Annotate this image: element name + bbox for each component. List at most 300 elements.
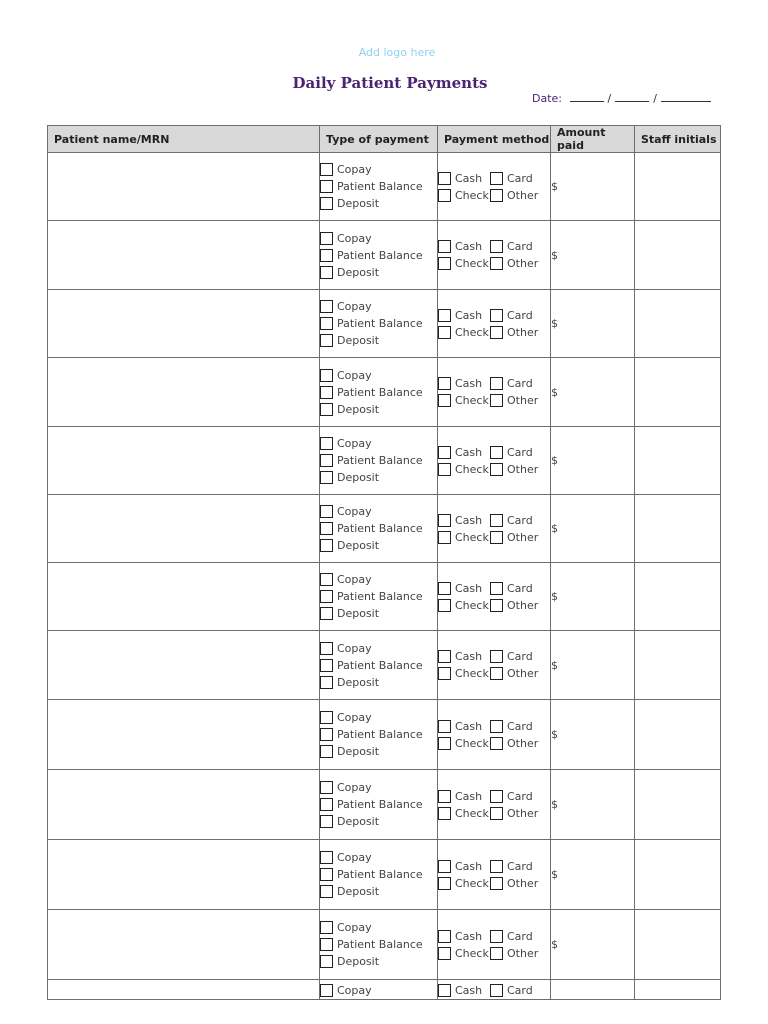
- amount-paid-cell[interactable]: [551, 980, 635, 1000]
- copay-checkbox[interactable]: [320, 851, 333, 864]
- payment-type-option-deposit[interactable]: [320, 674, 437, 691]
- payment-method-option-cash[interactable]: [438, 240, 490, 253]
- payment-method-label: Check: [455, 806, 489, 820]
- patient-balance-checkbox[interactable]: [320, 249, 333, 262]
- payment-method-label: Cash: [455, 308, 483, 322]
- cash-checkbox[interactable]: [438, 377, 451, 390]
- payment-type-option-copay[interactable]: [320, 919, 437, 936]
- other-checkbox[interactable]: [490, 877, 503, 890]
- payment-type-option-deposit[interactable]: [320, 332, 437, 349]
- payment-method-label: Cash: [455, 513, 483, 527]
- table-row: [48, 221, 721, 290]
- payment-type-cell: [320, 631, 438, 700]
- cash-checkbox[interactable]: [438, 172, 451, 185]
- card-checkbox[interactable]: [490, 650, 503, 663]
- payments-table: [47, 125, 721, 1000]
- payment-type-option-patient-balance[interactable]: [320, 936, 437, 953]
- copay-checkbox[interactable]: [320, 300, 333, 313]
- patient-balance-checkbox[interactable]: [320, 659, 333, 672]
- payment-method-option-other[interactable]: [490, 947, 538, 960]
- check-checkbox[interactable]: [438, 326, 451, 339]
- payment-method-option-card[interactable]: [490, 514, 533, 527]
- table-row: [48, 495, 721, 563]
- cash-checkbox[interactable]: [438, 720, 451, 733]
- payment-type-cell: [320, 221, 438, 290]
- payment-method-label: Card: [507, 240, 533, 253]
- other-checkbox[interactable]: [490, 463, 503, 476]
- card-checkbox[interactable]: [490, 860, 503, 873]
- payment-method-label: Card: [507, 171, 533, 185]
- payment-method-label: Card: [507, 650, 533, 663]
- other-checkbox[interactable]: [490, 807, 503, 820]
- check-checkbox[interactable]: [438, 189, 451, 202]
- payment-type-option-patient-balance[interactable]: [320, 796, 437, 813]
- payment-method-label: Other: [507, 325, 539, 339]
- patient-name-cell[interactable]: [48, 631, 320, 700]
- check-checkbox[interactable]: [438, 599, 451, 612]
- patient-name-cell[interactable]: [48, 563, 320, 631]
- deposit-checkbox[interactable]: [320, 676, 333, 689]
- card-checkbox[interactable]: [490, 514, 503, 527]
- payment-method-label: Cash: [455, 789, 483, 803]
- cash-checkbox[interactable]: [438, 984, 451, 997]
- payment-method-option-check[interactable]: [438, 737, 490, 750]
- other-checkbox[interactable]: [490, 394, 503, 407]
- deposit-checkbox[interactable]: [320, 334, 333, 347]
- payment-type-option-copay[interactable]: [320, 230, 437, 247]
- payment-method-option-other[interactable]: [490, 877, 538, 890]
- payment-method-option-cash[interactable]: [438, 720, 490, 733]
- payment-method-option-other[interactable]: [490, 599, 538, 612]
- patient-name-cell[interactable]: [48, 290, 320, 358]
- payment-method-option-card[interactable]: [490, 984, 533, 997]
- payment-type-option-deposit[interactable]: [320, 264, 437, 281]
- column-header-initials: Staff initials: [635, 126, 721, 153]
- copay-checkbox[interactable]: [320, 573, 333, 586]
- table-row: [48, 290, 721, 358]
- payment-method-option-other[interactable]: [490, 531, 538, 544]
- table-row: [48, 563, 721, 631]
- payment-type-label: Patient Balance: [337, 180, 423, 193]
- card-checkbox[interactable]: [490, 582, 503, 595]
- column-header-amount: Amount paid: [551, 126, 635, 153]
- staff-initials-cell[interactable]: [635, 910, 721, 980]
- cash-checkbox[interactable]: [438, 930, 451, 943]
- patient-balance-checkbox[interactable]: [320, 454, 333, 467]
- currency-symbol: $: [551, 868, 558, 881]
- payment-method-cell: [438, 153, 551, 221]
- table-row: [48, 770, 721, 840]
- card-checkbox[interactable]: [490, 240, 503, 253]
- payment-method-option-cash[interactable]: [438, 930, 490, 943]
- payment-method-cell: [438, 980, 551, 1000]
- payment-method-option-check[interactable]: [438, 257, 490, 270]
- check-checkbox[interactable]: [438, 257, 451, 270]
- patient-balance-checkbox[interactable]: [320, 590, 333, 603]
- date-year-blank[interactable]: [661, 92, 711, 102]
- payment-method-option-card[interactable]: [490, 377, 533, 390]
- currency-symbol: $: [551, 317, 558, 330]
- copay-checkbox[interactable]: [320, 781, 333, 794]
- payment-type-option-copay[interactable]: [320, 709, 437, 726]
- payment-type-label: Copay: [337, 163, 372, 176]
- payment-type-label: Patient Balance: [337, 798, 423, 811]
- staff-initials-cell[interactable]: [635, 770, 721, 840]
- payment-method-option-other[interactable]: [490, 189, 538, 202]
- payment-method-option-card[interactable]: [490, 790, 533, 803]
- patient-name-cell[interactable]: [48, 700, 320, 770]
- staff-initials-cell[interactable]: [635, 563, 721, 631]
- cash-checkbox[interactable]: [438, 446, 451, 459]
- payment-method-label: Cash: [455, 240, 483, 253]
- check-checkbox[interactable]: [438, 737, 451, 750]
- payment-type-label: Deposit: [337, 197, 380, 210]
- payment-method-option-cash[interactable]: [438, 172, 490, 185]
- amount-paid-cell[interactable]: [551, 358, 635, 427]
- payment-method-option-card[interactable]: [490, 860, 533, 873]
- table-row: [48, 980, 721, 1000]
- payment-type-option-patient-balance[interactable]: [320, 315, 437, 332]
- payment-method-label: Other: [507, 667, 539, 680]
- cash-checkbox[interactable]: [438, 860, 451, 873]
- payment-method-option-cash[interactable]: [438, 514, 490, 527]
- payment-method-label: Card: [507, 929, 533, 943]
- patient-name-cell[interactable]: [48, 495, 320, 563]
- amount-paid-cell[interactable]: [551, 631, 635, 700]
- payment-method-label: Cash: [455, 719, 483, 733]
- payment-method-label: Card: [507, 984, 533, 997]
- patient-name-cell[interactable]: [48, 221, 320, 290]
- payment-type-option-deposit[interactable]: [320, 195, 437, 212]
- payment-method-option-other[interactable]: [490, 394, 538, 407]
- payment-method-label: Check: [455, 257, 489, 270]
- other-checkbox[interactable]: [490, 599, 503, 612]
- payment-type-label: Copay: [337, 984, 372, 997]
- payment-type-label: Copay: [337, 437, 372, 450]
- deposit-checkbox[interactable]: [320, 745, 333, 758]
- payment-method-option-cash[interactable]: [438, 984, 490, 997]
- payment-method-label: Card: [507, 308, 533, 322]
- amount-paid-cell[interactable]: [551, 290, 635, 358]
- payment-type-label: Copay: [337, 231, 372, 245]
- payment-method-option-card[interactable]: [490, 446, 533, 459]
- cash-checkbox[interactable]: [438, 240, 451, 253]
- staff-initials-cell[interactable]: [635, 495, 721, 563]
- patient-balance-checkbox[interactable]: [320, 522, 333, 535]
- other-checkbox[interactable]: [490, 189, 503, 202]
- staff-initials-cell[interactable]: [635, 427, 721, 495]
- payment-type-option-deposit[interactable]: [320, 469, 437, 486]
- patient-name-cell[interactable]: [48, 358, 320, 427]
- amount-paid-cell[interactable]: [551, 221, 635, 290]
- payment-method-label: Check: [455, 946, 489, 960]
- payment-type-option-copay[interactable]: [320, 849, 437, 866]
- patient-name-cell[interactable]: [48, 840, 320, 910]
- payment-type-option-patient-balance[interactable]: [320, 726, 437, 743]
- payment-type-cell: [320, 840, 438, 910]
- payment-type-cell: [320, 153, 438, 221]
- card-checkbox[interactable]: [490, 377, 503, 390]
- date-month-blank[interactable]: [570, 92, 604, 102]
- payment-method-option-card[interactable]: [490, 309, 533, 322]
- payment-type-option-patient-balance[interactable]: [320, 384, 437, 401]
- deposit-checkbox[interactable]: [320, 815, 333, 828]
- payment-type-label: Deposit: [337, 539, 380, 552]
- payment-type-option-patient-balance[interactable]: [320, 452, 437, 469]
- amount-paid-cell[interactable]: [551, 153, 635, 221]
- copay-checkbox[interactable]: [320, 163, 333, 176]
- card-checkbox[interactable]: [490, 172, 503, 185]
- copay-checkbox[interactable]: [320, 921, 333, 934]
- table-row: [48, 910, 721, 980]
- deposit-checkbox[interactable]: [320, 539, 333, 552]
- payment-method-label: Other: [507, 736, 539, 750]
- payment-type-option-deposit[interactable]: [320, 953, 437, 970]
- payment-type-cell: [320, 910, 438, 980]
- payment-type-label: Copay: [337, 921, 372, 934]
- payment-method-option-cash[interactable]: [438, 377, 490, 390]
- patient-balance-checkbox[interactable]: [320, 386, 333, 399]
- other-checkbox[interactable]: [490, 947, 503, 960]
- payment-method-option-card[interactable]: [490, 172, 533, 185]
- payment-method-option-other[interactable]: [490, 257, 538, 270]
- payment-type-label: Patient Balance: [337, 658, 423, 672]
- date-day-blank[interactable]: [615, 92, 649, 102]
- amount-paid-cell[interactable]: [551, 427, 635, 495]
- amount-paid-cell[interactable]: [551, 770, 635, 840]
- staff-initials-cell[interactable]: [635, 631, 721, 700]
- cash-checkbox[interactable]: [438, 514, 451, 527]
- payment-method-option-check[interactable]: [438, 531, 490, 544]
- amount-paid-cell[interactable]: [551, 563, 635, 631]
- payment-type-cell: [320, 495, 438, 563]
- patient-name-cell[interactable]: [48, 980, 320, 1000]
- payment-type-option-copay[interactable]: [320, 779, 437, 796]
- payment-type-option-copay[interactable]: [320, 571, 437, 588]
- payment-type-option-copay[interactable]: [320, 640, 437, 657]
- copay-checkbox[interactable]: [320, 642, 333, 655]
- staff-initials-cell[interactable]: [635, 700, 721, 770]
- amount-paid-cell[interactable]: [551, 700, 635, 770]
- payment-type-option-patient-balance[interactable]: [320, 588, 437, 605]
- other-checkbox[interactable]: [490, 667, 503, 680]
- table-row: [48, 840, 721, 910]
- staff-initials-cell[interactable]: [635, 980, 721, 1000]
- cash-checkbox[interactable]: [438, 790, 451, 803]
- payment-method-option-cash[interactable]: [438, 446, 490, 459]
- payment-method-cell: [438, 221, 551, 290]
- payment-method-label: Other: [507, 257, 539, 270]
- payment-method-option-other[interactable]: [490, 737, 538, 750]
- payment-type-option-copay[interactable]: [320, 367, 437, 384]
- payment-type-label: Deposit: [337, 885, 380, 898]
- payment-method-option-check[interactable]: [438, 667, 490, 680]
- payment-method-label: Check: [455, 530, 489, 544]
- deposit-checkbox[interactable]: [320, 266, 333, 279]
- other-checkbox[interactable]: [490, 737, 503, 750]
- payment-method-cell: [438, 910, 551, 980]
- payment-method-option-check[interactable]: [438, 877, 490, 890]
- payment-type-option-patient-balance[interactable]: [320, 866, 437, 883]
- payment-method-label: Check: [455, 462, 489, 476]
- payment-type-label: Copay: [337, 641, 372, 655]
- cash-checkbox[interactable]: [438, 582, 451, 595]
- check-checkbox[interactable]: [438, 667, 451, 680]
- payment-method-label: Check: [455, 325, 489, 339]
- other-checkbox[interactable]: [490, 531, 503, 544]
- patient-name-cell[interactable]: [48, 153, 320, 221]
- payment-type-label: Deposit: [337, 265, 380, 279]
- payment-method-option-cash[interactable]: [438, 860, 490, 873]
- deposit-checkbox[interactable]: [320, 471, 333, 484]
- payment-type-cell: [320, 563, 438, 631]
- amount-paid-cell[interactable]: [551, 840, 635, 910]
- payment-method-label: Other: [507, 598, 539, 612]
- card-checkbox[interactable]: [490, 930, 503, 943]
- staff-initials-cell[interactable]: [635, 840, 721, 910]
- payment-method-option-cash[interactable]: [438, 582, 490, 595]
- payment-type-option-copay[interactable]: [320, 435, 437, 452]
- payment-method-cell: [438, 631, 551, 700]
- payment-type-cell: [320, 358, 438, 427]
- payment-type-option-copay[interactable]: [320, 982, 437, 999]
- payment-type-option-patient-balance[interactable]: [320, 657, 437, 674]
- copay-checkbox[interactable]: [320, 232, 333, 245]
- payment-type-option-patient-balance[interactable]: [320, 178, 437, 195]
- payment-method-label: Card: [507, 377, 533, 390]
- payment-type-option-patient-balance[interactable]: [320, 520, 437, 537]
- deposit-checkbox[interactable]: [320, 607, 333, 620]
- amount-paid-cell[interactable]: [551, 910, 635, 980]
- payment-method-option-card[interactable]: [490, 582, 533, 595]
- other-checkbox[interactable]: [490, 326, 503, 339]
- payment-method-label: Card: [507, 789, 533, 803]
- patient-balance-checkbox[interactable]: [320, 728, 333, 741]
- payment-method-label: Cash: [455, 984, 483, 997]
- deposit-checkbox[interactable]: [320, 885, 333, 898]
- payment-method-cell: [438, 427, 551, 495]
- payment-type-label: Copay: [337, 300, 372, 313]
- payment-method-option-other[interactable]: [490, 667, 538, 680]
- currency-symbol: $: [551, 938, 558, 951]
- payment-type-label: Patient Balance: [337, 454, 423, 467]
- payment-type-option-deposit[interactable]: [320, 813, 437, 830]
- cash-checkbox[interactable]: [438, 309, 451, 322]
- payment-method-label: Cash: [455, 377, 483, 390]
- payment-method-option-other[interactable]: [490, 807, 538, 820]
- deposit-checkbox[interactable]: [320, 955, 333, 968]
- check-checkbox[interactable]: [438, 947, 451, 960]
- staff-initials-cell[interactable]: [635, 290, 721, 358]
- copay-checkbox[interactable]: [320, 505, 333, 518]
- currency-symbol: $: [551, 385, 558, 399]
- payment-type-option-copay[interactable]: [320, 161, 437, 178]
- patient-balance-checkbox[interactable]: [320, 180, 333, 193]
- card-checkbox[interactable]: [490, 720, 503, 733]
- check-checkbox[interactable]: [438, 807, 451, 820]
- patient-balance-checkbox[interactable]: [320, 798, 333, 811]
- check-checkbox[interactable]: [438, 463, 451, 476]
- payment-method-option-card[interactable]: [490, 720, 533, 733]
- payment-method-label: Card: [507, 581, 533, 595]
- card-checkbox[interactable]: [490, 984, 503, 997]
- payment-method-option-check[interactable]: [438, 463, 490, 476]
- patient-balance-checkbox[interactable]: [320, 317, 333, 330]
- payment-type-label: Patient Balance: [337, 248, 423, 262]
- payment-method-option-other[interactable]: [490, 463, 538, 476]
- payment-method-option-check[interactable]: [438, 599, 490, 612]
- payment-type-label: Deposit: [337, 471, 380, 484]
- card-checkbox[interactable]: [490, 446, 503, 459]
- payment-type-label: Deposit: [337, 607, 380, 620]
- check-checkbox[interactable]: [438, 394, 451, 407]
- payment-type-cell: [320, 700, 438, 770]
- payment-method-option-check[interactable]: [438, 326, 490, 339]
- staff-initials-cell[interactable]: [635, 153, 721, 221]
- patient-name-cell[interactable]: [48, 770, 320, 840]
- payment-type-option-deposit[interactable]: [320, 537, 437, 554]
- payment-type-label: Patient Balance: [337, 385, 423, 399]
- payment-type-option-deposit[interactable]: [320, 605, 437, 622]
- deposit-checkbox[interactable]: [320, 197, 333, 210]
- patient-name-cell[interactable]: [48, 427, 320, 495]
- payment-method-option-card[interactable]: [490, 240, 533, 253]
- amount-paid-cell[interactable]: [551, 495, 635, 563]
- other-checkbox[interactable]: [490, 257, 503, 270]
- card-checkbox[interactable]: [490, 309, 503, 322]
- table-row: [48, 427, 721, 495]
- payment-type-option-patient-balance[interactable]: [320, 247, 437, 264]
- payment-method-option-card[interactable]: [490, 930, 533, 943]
- payment-method-label: Cash: [455, 650, 483, 663]
- payment-method-option-cash[interactable]: [438, 790, 490, 803]
- payment-type-option-deposit[interactable]: [320, 883, 437, 900]
- payment-method-option-card[interactable]: [490, 650, 533, 663]
- copay-checkbox[interactable]: [320, 437, 333, 450]
- payment-method-option-check[interactable]: [438, 394, 490, 407]
- staff-initials-cell[interactable]: [635, 221, 721, 290]
- payment-type-option-deposit[interactable]: [320, 401, 437, 418]
- payment-type-option-deposit[interactable]: [320, 743, 437, 760]
- payment-type-option-copay[interactable]: [320, 503, 437, 520]
- check-checkbox[interactable]: [438, 531, 451, 544]
- payment-method-option-other[interactable]: [490, 326, 538, 339]
- payment-type-label: Copay: [337, 711, 372, 724]
- payment-method-option-check[interactable]: [438, 189, 490, 202]
- copay-checkbox[interactable]: [320, 711, 333, 724]
- payment-type-label: Patient Balance: [337, 590, 423, 603]
- payment-method-option-cash[interactable]: [438, 309, 490, 322]
- payment-method-option-check[interactable]: [438, 807, 490, 820]
- patient-balance-checkbox[interactable]: [320, 868, 333, 881]
- copay-checkbox[interactable]: [320, 369, 333, 382]
- check-checkbox[interactable]: [438, 877, 451, 890]
- table-row: [48, 358, 721, 427]
- staff-initials-cell[interactable]: [635, 358, 721, 427]
- payment-method-label: Card: [507, 719, 533, 733]
- payment-method-label: Cash: [455, 929, 483, 943]
- deposit-checkbox[interactable]: [320, 403, 333, 416]
- payment-type-option-copay[interactable]: [320, 298, 437, 315]
- card-checkbox[interactable]: [490, 790, 503, 803]
- payment-type-label: Deposit: [337, 955, 380, 968]
- patient-name-cell[interactable]: [48, 910, 320, 980]
- copay-checkbox[interactable]: [320, 984, 333, 997]
- cash-checkbox[interactable]: [438, 650, 451, 663]
- patient-balance-checkbox[interactable]: [320, 938, 333, 951]
- payment-method-option-check[interactable]: [438, 947, 490, 960]
- payment-method-option-cash[interactable]: [438, 650, 490, 663]
